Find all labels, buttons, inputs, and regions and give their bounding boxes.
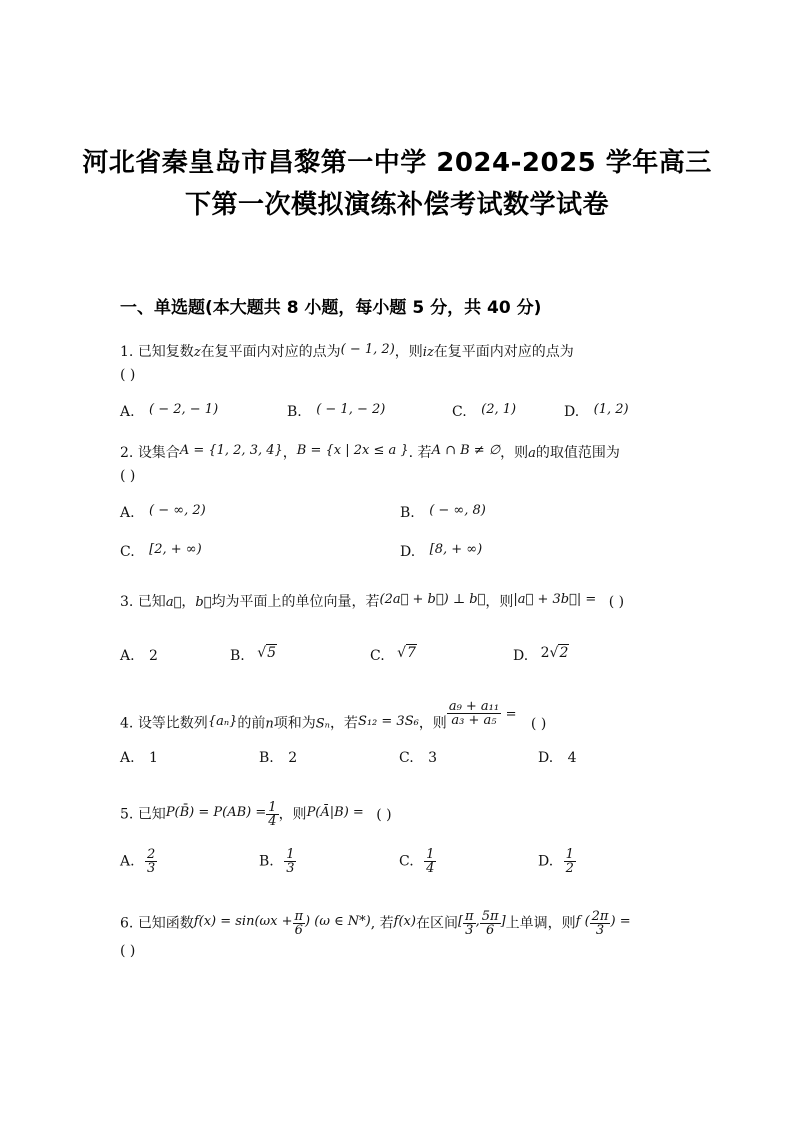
fraction: $\frac{5\pi}{6}$ bbox=[481, 909, 499, 938]
math-expression: f(x) bbox=[393, 913, 416, 929]
option-a[interactable]: A. ( − 2, − 1) bbox=[120, 402, 219, 420]
option-c[interactable]: C. √7 bbox=[370, 645, 416, 664]
math-expression: B = {x | 2x ≤ a } bbox=[296, 443, 409, 458]
question-text: 设集合 bbox=[137, 445, 180, 461]
math-var: iz bbox=[422, 345, 434, 360]
fraction: $\frac{\text{a₉ + a₁₁}}{\text{a₃ + a₅}}$ bbox=[448, 699, 500, 728]
option-a[interactable]: A. 2 bbox=[120, 648, 158, 664]
question-text: 已知复数 bbox=[137, 344, 194, 360]
question-2: 2. 设集合A = {1, 2, 3, 4}，B = {x | 2x ≤ a }. 若A ∩ B ≠ ∅，则a的取值范围为 bbox=[120, 443, 620, 461]
question-6: 6. 已知函数f(x) = sin(ωx + $\frac{\pi}{6}$ ) (ω ∈ N*), 若f(x)在区间[ $\frac{\pi}{3}$ , $\frac{5\pi}{6}$ ]上单调，则f ( $\frac{2\pi}{3}$ ) = bbox=[120, 909, 631, 938]
question-number: 3. bbox=[120, 594, 134, 610]
math-expression: ( − 1, 2) bbox=[340, 342, 395, 357]
option-b[interactable]: B. 2 bbox=[259, 750, 298, 766]
question-text: 在复平面内对应的点为 bbox=[200, 344, 341, 360]
option-d[interactable]: D. $\frac{1}{2}$ bbox=[538, 847, 574, 876]
question-number: 6. bbox=[120, 915, 134, 932]
answer-paren: ( ) bbox=[120, 468, 136, 484]
math-expression: P(B̄) = P(AB) = bbox=[165, 804, 267, 820]
math-var: n bbox=[265, 716, 274, 732]
option-b[interactable]: B. $\frac{1}{3}$ bbox=[259, 847, 295, 876]
math-expression: ) (ω ∈ N*) bbox=[305, 913, 371, 929]
option-a[interactable]: A. ( − ∞, 2) bbox=[120, 503, 206, 521]
exam-title-line-1: 河北省秦皇岛市昌黎第一中学 2024-2025 学年高三 bbox=[82, 148, 712, 178]
question-1 bbox=[120, 341, 574, 364]
math-expression: f(x) = sin(ωx + bbox=[193, 913, 293, 929]
math-var: a⃗ bbox=[165, 595, 182, 610]
option-c[interactable]: C. $\frac{1}{4}$ bbox=[399, 847, 435, 876]
fraction: $\frac{1}{4}$ bbox=[268, 800, 277, 829]
answer-paren: ( ) bbox=[530, 715, 547, 732]
question-4: 4. 设等比数列{aₙ}的前n项和为Sₙ，若S₁₂ = 3S₆，则 $\frac{\text{a₉ + a₁₁}}{\text{a₃ + a₅}}$ = ( ) bbox=[120, 699, 547, 732]
question-number: 1. bbox=[120, 344, 134, 360]
fraction: $\frac{\pi}{6}$ bbox=[294, 909, 304, 938]
answer-paren: ( ) bbox=[120, 943, 136, 959]
answer-paren: ( ) bbox=[376, 806, 392, 823]
math-expression: P(Ā|B) = bbox=[306, 804, 364, 820]
math-expression: |a⃗ + 3b⃗| = bbox=[513, 592, 597, 607]
math-var: z bbox=[193, 345, 201, 360]
option-d[interactable]: D. [8, + ∞) bbox=[400, 542, 483, 560]
math-var: b⃗ bbox=[195, 595, 212, 610]
fraction: $\frac{2\pi}{3}$ bbox=[591, 909, 609, 938]
math-expression: ) = bbox=[610, 913, 631, 929]
option-a[interactable]: A. $\frac{2}{3}$ bbox=[120, 847, 156, 876]
question-text: ，则 bbox=[394, 344, 423, 360]
question-number: 5. bbox=[120, 806, 134, 823]
answer-paren: ( ) bbox=[120, 367, 136, 383]
question-number: 4. bbox=[120, 715, 134, 732]
option-c[interactable]: C. 3 bbox=[399, 750, 438, 766]
option-c[interactable]: C. (2, 1) bbox=[452, 402, 517, 420]
math-expression: {aₙ} bbox=[207, 713, 238, 729]
math-expression: S₁₂ = 3S₆ bbox=[357, 713, 419, 729]
question-number: 2. bbox=[120, 445, 134, 461]
option-b[interactable]: B. ( − 1, − 2) bbox=[287, 402, 386, 420]
question-5: 5. 已知P(B̄) = P(AB) = $\frac{1}{4}$ ，则P(Ā|B) = ( ) bbox=[120, 800, 392, 829]
fraction: $\frac{\pi}{3}$ bbox=[465, 909, 474, 938]
math-expression: A ∩ B ≠ ∅ bbox=[431, 443, 501, 458]
math-expression: Sₙ bbox=[315, 716, 330, 732]
question-3: 3. 已知a⃗，b⃗均为平面上的单位向量，若(2a⃗ + b⃗) ⊥ b⃗，则|a⃗ + 3b⃗| = ( ) bbox=[120, 592, 625, 610]
answer-paren: ( ) bbox=[608, 594, 625, 610]
math-var: a bbox=[528, 446, 536, 461]
math-expression: f ( bbox=[575, 913, 590, 929]
question-text: 在复平面内对应的点为 bbox=[433, 344, 574, 360]
option-c[interactable]: C. [2, + ∞) bbox=[120, 542, 202, 560]
option-a[interactable]: A. 1 bbox=[120, 750, 158, 766]
option-d[interactable]: D. 4 bbox=[538, 750, 577, 766]
section-heading: 一、单选题(本大题共 8 小题，每小题 5 分，共 40 分) bbox=[120, 298, 542, 318]
exam-title-line-2: 下第一次模拟演练补偿考试数学试卷 bbox=[184, 190, 609, 220]
option-b[interactable]: B. ( − ∞, 8) bbox=[400, 503, 486, 521]
option-d[interactable]: D. 2√2 bbox=[513, 645, 569, 664]
option-b[interactable]: B. √5 bbox=[230, 645, 277, 664]
math-expression: A = {1, 2, 3, 4} bbox=[179, 443, 283, 458]
option-d[interactable]: D. (1, 2) bbox=[564, 402, 629, 420]
math-expression: (2a⃗ + b⃗) ⊥ b⃗ bbox=[379, 592, 486, 607]
